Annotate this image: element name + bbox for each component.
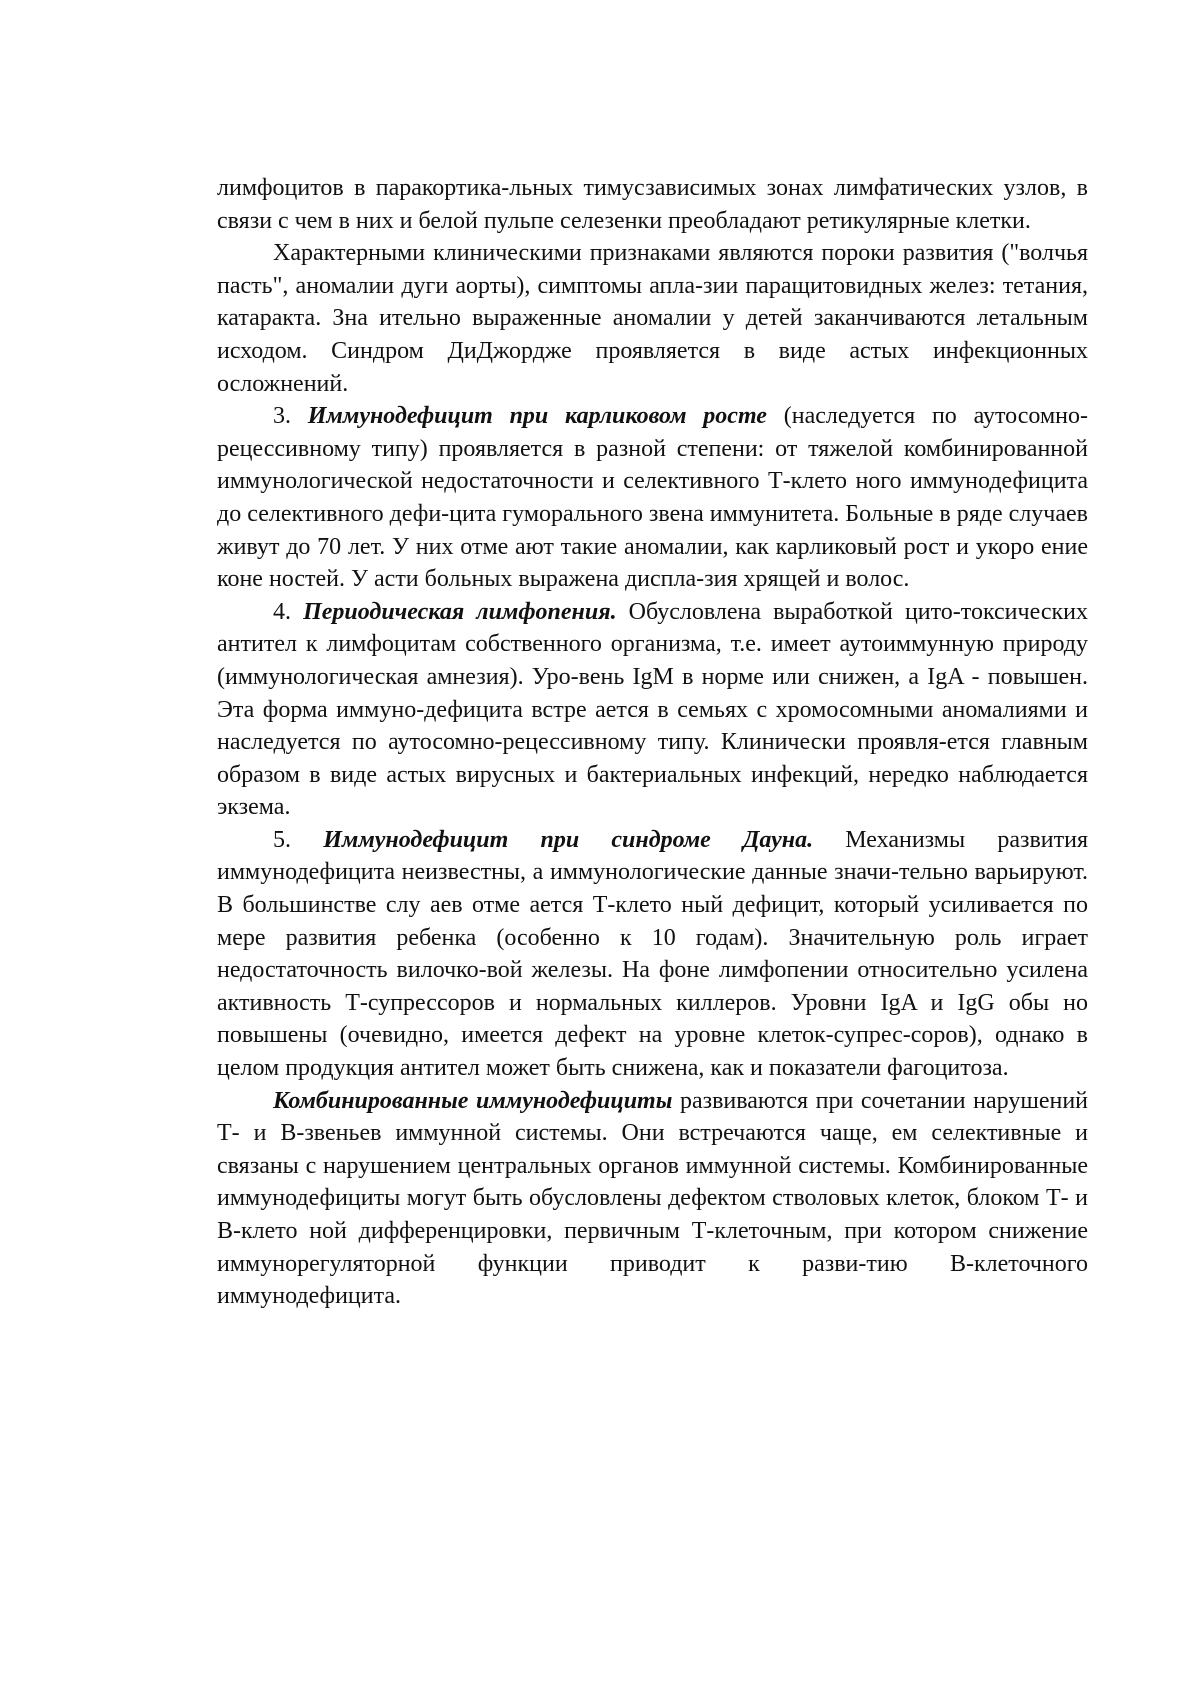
item-number: 5. [273, 826, 291, 853]
item-number: 4. [273, 598, 291, 625]
document-body [217, 172, 1088, 1313]
section-heading: Иммунодефицит при синдроме Дауна. [323, 826, 814, 853]
paragraph-text: Механизмы развития иммунодефицита неизвестны, а иммунологические данные значи-тельно варьируют. В большинстве слу аев отме ается Т-клето ный дефицит, который усиливается по мере развития ребенка (особенно к 10 годам). Значительную роль играет недостаточность вилочко-вой железы. На фоне лимфопении относительно усилена активность Т-супрессоров и нормальных киллеров. Уровни IgA и IgG обы но повышены (очевидно, имеется дефект на уровне клеток-супрес-соров), однако в целом продукция антител может быть снижена, как и показатели фагоцитоза. [217, 826, 1089, 1082]
item-number: 3. [273, 403, 291, 430]
section-heading: Иммунодефицит при карликовом росте [307, 403, 767, 430]
paragraph-text: развиваются при сочетании нарушений Т- и В-звеньев иммунной системы. Они встречаются чаще, ем селективные и связаны с нарушением центральных органов иммунной системы. Комбинированные иммунодефициты могут быть обусловлены дефектом стволовых клеток, блоком Т- и В-клето ной дифференцировки, первичным Т-клеточным, при котором снижение иммунорегуляторной функции приводит к разви-тию В-клеточного иммунодефицита. [217, 1087, 1088, 1310]
paragraph-down-syndrome [217, 824, 1088, 1085]
paragraph-periodic-lymphopenia [217, 596, 1088, 824]
paragraph-clinical-signs: Характерными клиническими признаками являются пороки развития ("волчья пасть", аномалии дуги аорты), симптомы апла-зии паращитовидных желез: тетания, катаракта. Зна ительно выраженные аномалии у детей заканчиваются летальным исходом. Синдром ДиДжордже проявляется в виде астых инфекционных осложнений. [217, 240, 1088, 397]
section-heading: Периодическая лимфопения. [303, 598, 617, 625]
paragraph-text: (наследуется по аутосомно-рецессивному типу) проявляется в разной степени: от тяжелой комбинированной иммунологической недостаточности и селективного Т-клето ного иммунодефицита до селективного дефи-цита гуморального звена иммунитета. Больные в ряде случаев живут до 70 лет. У них отме ают такие аномалии, как карликовый рост и укоро ение коне ностей. У асти больных выражена диспла-зия хрящей и волос. [217, 403, 1088, 593]
section-heading: Комбинированные иммунодефициты [273, 1087, 673, 1114]
paragraph-dwarfism-immunodeficiency [217, 400, 1088, 596]
paragraph-continuation: лимфоцитов в паракортика-льных тимусзависимых зонах лимфатических узлов, в связи с чем в них и белой пульпе селезенки преобладают ретикулярные клетки. [217, 175, 1088, 234]
paragraph-text: Обусловлена выработкой цито-токсических антител к лимфоцитам собственного организма, т.е. имеет аутоиммунную природу (иммунологическая амнезия). Уро-вень IgM в норме или снижен, а IgA - повышен. Эта форма иммуно-дефицита встре ается в семьях с хромосомными аномалиями и наследуется по аутосомно-рецессивному типу. Клинически проявля-ется главным образом в виде астых вирусных и бактериальных инфекций, нередко наблюдается экзема. [217, 598, 1088, 821]
paragraph-combined-immunodeficiencies [217, 1085, 1088, 1313]
